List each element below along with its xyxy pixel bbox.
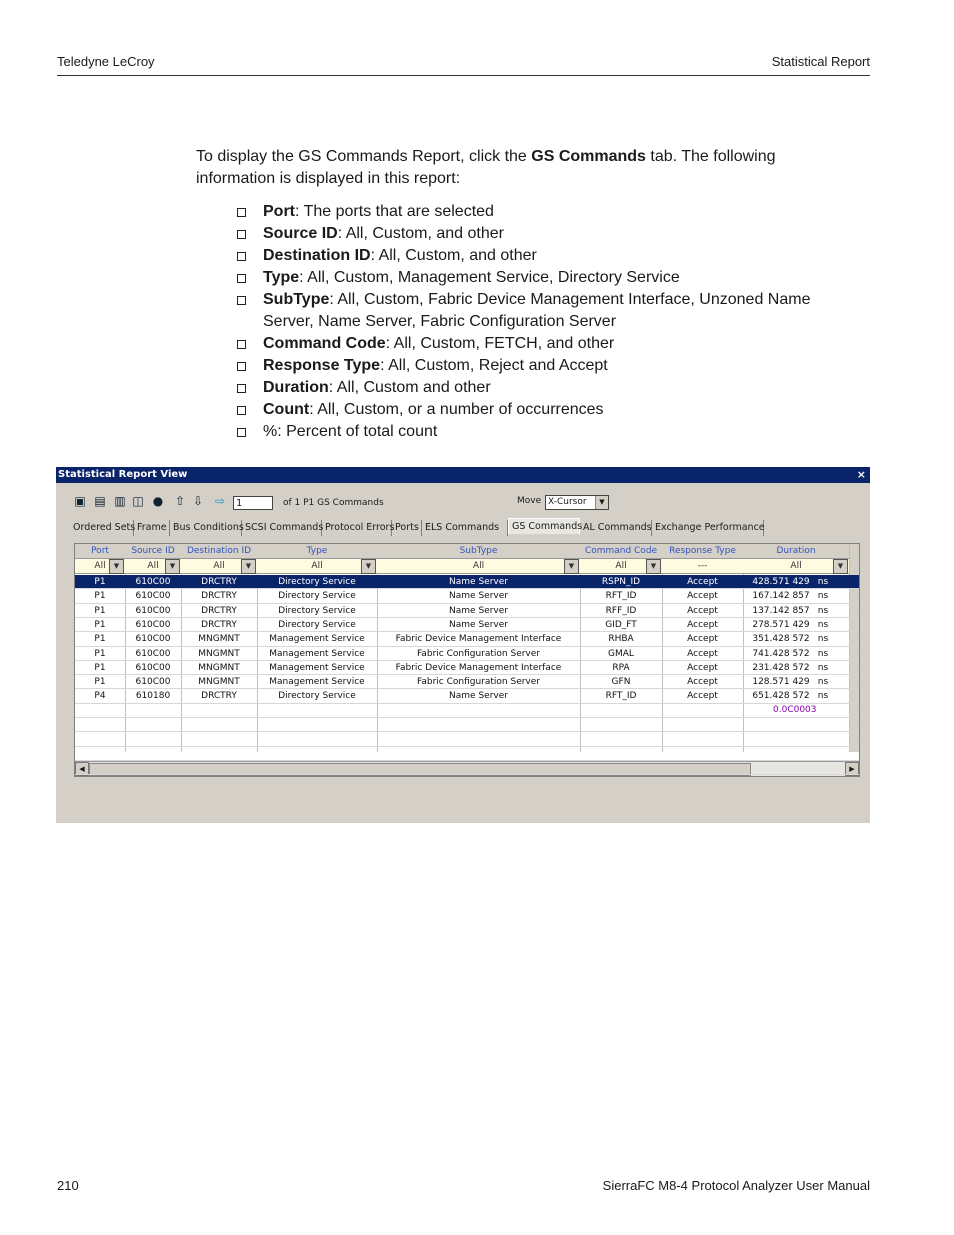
table-cell: Management Service <box>269 634 365 645</box>
intro-pre: To display the GS Commands Report, click the <box>196 148 532 165</box>
row-divider <box>75 674 859 675</box>
page-number: 210 <box>57 1178 79 1193</box>
table-cell: Fabric Device Management Interface <box>395 662 562 673</box>
running-footer-right: SierraFC M8-4 Protocol Analyzer User Manual <box>602 1178 870 1193</box>
duration-unit: ns <box>817 591 829 602</box>
tab-ports[interactable]: Ports <box>392 520 422 536</box>
filter-value: All <box>311 561 323 571</box>
close-icon[interactable]: × <box>856 468 866 481</box>
table-row[interactable] <box>75 647 859 661</box>
page-number-input[interactable]: 1 <box>233 496 273 510</box>
tab-bus-conditions[interactable]: Bus Conditions <box>170 520 242 536</box>
row-divider <box>75 588 859 589</box>
field-term: Port <box>263 203 295 220</box>
column-filter[interactable] <box>580 559 662 574</box>
tab-frame[interactable]: Frame <box>134 520 170 536</box>
column-header[interactable]: Source ID <box>125 544 181 559</box>
table-cell: Management Service <box>269 648 365 659</box>
print-icon[interactable]: ▥ <box>114 494 126 508</box>
table-cell: P1 <box>94 591 106 602</box>
table-cell: MNGMNT <box>198 634 240 645</box>
table-cell: RHBA <box>608 634 634 645</box>
column-header[interactable]: Type <box>257 544 377 559</box>
table-cell: 128.571 429 <box>752 677 810 688</box>
move-label: Move <box>517 496 542 506</box>
table-cell: MNGMNT <box>198 648 240 659</box>
row-divider <box>75 731 859 732</box>
table-cell: DRCTRY <box>201 605 237 616</box>
column-header[interactable]: SubType <box>377 544 580 559</box>
field-description: : The ports that are selected <box>295 203 494 220</box>
duration-unit: ns <box>817 577 829 587</box>
table-cell: Accept <box>687 648 718 659</box>
filter-value: All <box>213 561 225 571</box>
table-cell: P1 <box>94 619 106 630</box>
table-cell: DRCTRY <box>201 691 237 702</box>
row-divider <box>75 617 859 618</box>
tab-ordered-sets[interactable]: Ordered Sets <box>70 520 134 536</box>
table-cell: 137.142 857 <box>752 605 810 616</box>
header-rule <box>57 75 870 76</box>
field-list-item <box>237 377 857 399</box>
table-cell: 610C00 <box>135 619 171 630</box>
field-description: : All, Custom, Fabric Device Management Interface, Unzoned Name Server, Name Server, Fabric Configuration Server <box>263 291 811 330</box>
column-header[interactable]: Command Code <box>580 544 662 559</box>
table-row[interactable] <box>75 689 859 703</box>
table-cell: Accept <box>687 577 718 587</box>
column-filter[interactable] <box>75 559 125 574</box>
field-term: Duration <box>263 379 329 396</box>
table-row[interactable] <box>75 632 859 646</box>
table-cell: Fabric Configuration Server <box>417 648 540 659</box>
column-filter[interactable] <box>377 559 580 574</box>
move-select-value: X-Cursor <box>548 497 587 507</box>
row-divider <box>75 660 859 661</box>
table-cell: Directory Service <box>278 591 356 602</box>
field-description: : All, Custom, and other <box>337 225 504 242</box>
column-filter[interactable] <box>257 559 377 574</box>
table-cell: P1 <box>94 662 106 673</box>
field-list-item <box>237 223 857 245</box>
table-cell: RPA <box>612 662 630 673</box>
table-cell: Name Server <box>449 591 508 602</box>
field-term: SubType <box>263 291 330 308</box>
table-row[interactable] <box>75 618 859 632</box>
table-cell: Directory Service <box>278 619 356 630</box>
field-list-item <box>237 245 857 267</box>
column-filter[interactable] <box>181 559 257 574</box>
table-cell: RFT_ID <box>605 591 637 602</box>
table-cell: P4 <box>94 691 106 702</box>
scroll-right-icon[interactable]: ▶ <box>845 762 859 776</box>
chevron-down-icon[interactable]: ▼ <box>361 559 376 574</box>
row-divider <box>75 603 859 604</box>
row-divider <box>75 646 859 647</box>
table-cell: DRCTRY <box>201 577 237 587</box>
column-filter[interactable] <box>662 559 743 574</box>
print-preview-icon[interactable]: ◫ <box>132 494 144 508</box>
checkbox-bullet-icon <box>237 406 246 415</box>
duration-unit: ns <box>817 662 829 673</box>
table-cell: Accept <box>687 634 718 645</box>
table-cell: Accept <box>687 691 718 702</box>
column-filter[interactable] <box>743 559 849 574</box>
table-cell: RSPN_ID <box>601 577 641 587</box>
field-description: : All, Custom, Reject and Accept <box>380 357 608 374</box>
table-cell: Accept <box>687 591 718 602</box>
row-divider <box>75 774 859 775</box>
table-cell: 167.142 857 <box>752 591 810 602</box>
row-divider <box>75 717 859 718</box>
table-cell: GMAL <box>608 648 634 659</box>
intro-post: tab. The following information is displayed in this report: <box>196 148 776 187</box>
row-divider <box>75 631 859 632</box>
table-cell: Management Service <box>269 662 365 673</box>
column-header[interactable]: Port <box>75 544 125 559</box>
table-cell: Accept <box>687 662 718 673</box>
field-description: %: Percent of total count <box>263 423 438 440</box>
table-cell: 610C00 <box>135 591 171 602</box>
table-cell: 651.428 572 <box>752 691 810 702</box>
field-term: Response Type <box>263 357 381 374</box>
filter-value: All <box>615 561 627 571</box>
checkbox-bullet-icon <box>237 384 246 393</box>
checkbox-bullet-icon <box>237 252 246 261</box>
field-term: Source ID <box>263 225 338 242</box>
field-term: Command Code <box>263 335 386 352</box>
checkbox-bullet-icon <box>237 296 246 305</box>
arrow-up-icon[interactable]: ⇧ <box>174 494 186 508</box>
table-cell: Directory Service <box>278 605 356 616</box>
duration-unit: ns <box>817 619 829 630</box>
table-cell: P1 <box>94 605 106 616</box>
table-row[interactable] <box>75 675 859 689</box>
table-cell: Accept <box>687 677 718 688</box>
table-cell: 278.571 429 <box>752 619 810 630</box>
table-cell: Management Service <box>269 677 365 688</box>
field-term: Type <box>263 269 300 286</box>
move-select[interactable] <box>545 495 609 510</box>
row-divider <box>75 760 859 761</box>
intro-paragraph <box>196 146 836 190</box>
filter-value: All <box>790 561 802 571</box>
table-cell: Accept <box>687 619 718 630</box>
column-filter[interactable] <box>125 559 181 574</box>
table-cell: MNGMNT <box>198 677 240 688</box>
table-cell: Directory Service <box>278 691 356 702</box>
running-header-left: Teledyne LeCroy <box>57 54 155 69</box>
table-cell: 351.428 572 <box>752 634 810 645</box>
table-cell: Fabric Device Management Interface <box>395 634 562 645</box>
field-description: : All, Custom, and other <box>370 247 537 264</box>
field-list-item <box>237 355 857 377</box>
scroll-left-icon[interactable]: ◀ <box>75 762 89 776</box>
checkbox-bullet-icon <box>237 208 246 217</box>
checkbox-bullet-icon <box>237 230 246 239</box>
tab-els-commands[interactable]: ELS Commands <box>422 520 508 536</box>
table-cell: P1 <box>94 577 106 587</box>
table-row[interactable] <box>75 604 859 618</box>
field-list-item <box>237 201 857 223</box>
duration-unit: ns <box>817 677 829 688</box>
field-list-item <box>237 399 857 421</box>
checkbox-bullet-icon <box>237 362 246 371</box>
field-description: : All, Custom, or a number of occurrences <box>309 401 604 418</box>
column-header[interactable]: Duration <box>743 544 849 559</box>
checkbox-bullet-icon <box>237 274 246 283</box>
table-cell: 231.428 572 <box>752 662 810 673</box>
tab-exchange-performance[interactable]: Exchange Performance <box>652 520 764 536</box>
row-divider <box>75 746 859 747</box>
chevron-down-icon[interactable]: ▼ <box>833 559 848 574</box>
field-list-item <box>237 267 857 289</box>
chevron-down-icon[interactable]: ▼ <box>595 496 608 509</box>
chevron-down-icon[interactable]: ▼ <box>564 559 579 574</box>
table-cell: RFT_ID <box>605 691 637 702</box>
color-icon[interactable]: ● <box>152 494 164 508</box>
export-icon[interactable]: ▣ <box>74 494 86 508</box>
chevron-down-icon[interactable]: ▼ <box>165 559 180 574</box>
table-cell: 428.571 429 <box>752 577 810 587</box>
checkbox-bullet-icon <box>237 340 246 349</box>
table-cell: 610180 <box>135 691 171 702</box>
duration-unit: ns <box>817 691 829 702</box>
duration-unit: ns <box>817 648 829 659</box>
table-cell: Fabric Configuration Server <box>417 677 540 688</box>
table-cell: 610C00 <box>135 648 171 659</box>
tab-gs-commands[interactable]: GS Commands <box>508 518 580 534</box>
filter-value: All <box>472 561 485 571</box>
running-header-right: Statistical Report <box>771 54 870 69</box>
field-list-item <box>237 289 857 333</box>
page-of-label: of 1 P1 GS Commands <box>283 498 384 508</box>
field-description: : All, Custom and other <box>328 379 491 396</box>
table-cell: DRCTRY <box>201 619 237 630</box>
table-cell: Directory Service <box>278 577 356 587</box>
table-cell: Name Server <box>449 619 508 630</box>
tab-protocol-errors[interactable]: Protocol Errors <box>322 520 392 536</box>
table-cell: P1 <box>94 634 106 645</box>
table-cell: 610C00 <box>135 677 171 688</box>
filter-value: --- <box>697 561 708 571</box>
window-title: Statistical Report View <box>58 469 188 480</box>
table-cell: P1 <box>94 648 106 659</box>
field-term: Destination ID <box>263 247 371 264</box>
column-header[interactable]: Response Type <box>662 544 743 559</box>
table-cell: Name Server <box>449 691 508 702</box>
chevron-down-icon[interactable]: ▼ <box>646 559 661 574</box>
tab-scsi-commands[interactable]: SCSI Commands <box>242 520 322 536</box>
statistical-report-window <box>56 467 870 823</box>
intro-bold: GS Commands <box>531 148 646 165</box>
goto-icon[interactable]: ⇨ <box>214 494 226 508</box>
table-cell: GFN <box>611 677 631 688</box>
table-cell: 741.428 572 <box>752 648 810 659</box>
duration-total: 0.0C0003 <box>773 704 817 715</box>
table-cell: 610C00 <box>135 605 171 616</box>
duration-unit: ns <box>817 605 829 616</box>
table-cell: RFF_ID <box>605 605 637 616</box>
field-list-item <box>237 333 857 355</box>
table-cell: Name Server <box>449 605 508 616</box>
table-cell: Accept <box>687 605 718 616</box>
chevron-down-icon[interactable]: ▼ <box>241 559 256 574</box>
table-cell: Name Server <box>449 577 508 587</box>
arrow-down-icon[interactable]: ⇩ <box>192 494 204 508</box>
row-divider <box>75 688 859 689</box>
save-icon[interactable]: ▤ <box>94 494 106 508</box>
table-cell: DRCTRY <box>201 591 237 602</box>
table-cell: 610C00 <box>135 634 171 645</box>
field-list-item <box>237 421 857 443</box>
table-cell: 610C00 <box>135 577 171 587</box>
field-term: Count <box>263 401 310 418</box>
window-titlebar <box>56 467 870 483</box>
field-description: : All, Custom, Management Service, Directory Service <box>299 269 680 286</box>
column-header[interactable]: Destination ID <box>181 544 257 559</box>
chevron-down-icon[interactable]: ▼ <box>109 559 124 574</box>
field-list <box>237 201 857 443</box>
table-cell: MNGMNT <box>198 662 240 673</box>
table-row[interactable] <box>75 661 859 675</box>
tab-al-commands[interactable]: AL Commands <box>580 520 652 536</box>
duration-unit: ns <box>817 634 829 645</box>
table-cell: GID_FT <box>605 619 637 630</box>
field-description: : All, Custom, FETCH, and other <box>385 335 615 352</box>
table-row[interactable] <box>75 589 859 603</box>
checkbox-bullet-icon <box>237 428 246 437</box>
row-divider <box>75 703 859 704</box>
table-row[interactable] <box>75 575 859 589</box>
gs-commands-grid <box>74 543 860 777</box>
filter-value: All <box>94 561 106 571</box>
filter-value: All <box>147 561 159 571</box>
table-cell: 610C00 <box>135 662 171 673</box>
table-cell: P1 <box>94 677 106 688</box>
